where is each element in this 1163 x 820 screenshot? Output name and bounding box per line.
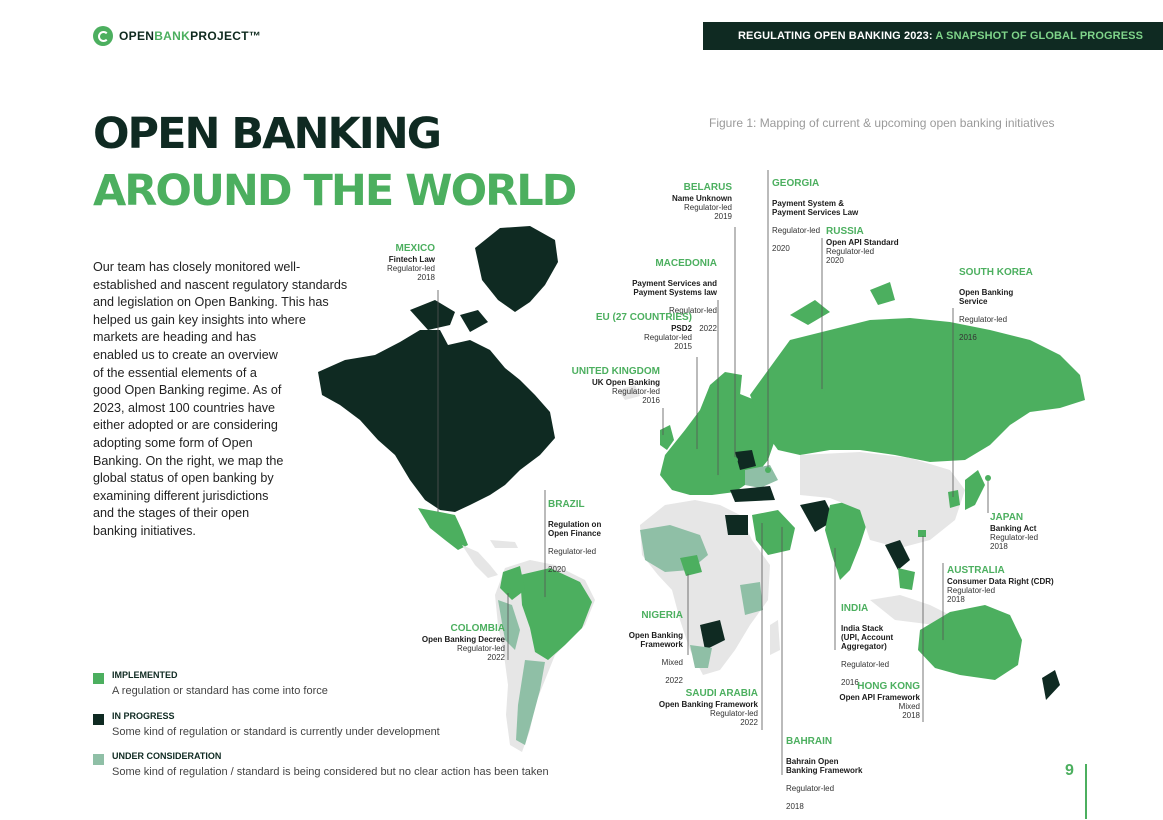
legend-title-under-consideration: UNDER CONSIDERATION bbox=[112, 751, 222, 761]
label-georgia: GEORGIA Payment System & Payment Services Law Regulator-led 2020 bbox=[772, 178, 859, 253]
legend-title-in-progress: IN PROGRESS bbox=[112, 711, 175, 721]
legend-desc-in-progress: Some kind of regulation or standard is currently under development bbox=[112, 726, 440, 738]
label-belarus: BELARUS Name Unknown Regulator-led 2019 bbox=[671, 182, 732, 221]
label-nigeria: NIGERIA Open Banking Framework Mixed 2022 bbox=[628, 610, 683, 685]
label-bahrain: BAHRAIN Bahrain Open Banking Framework Regulator-led 2018 bbox=[786, 736, 863, 811]
legend-desc-under-consideration: Some kind of regulation / standard is being considered but no clear action has been taken bbox=[112, 766, 549, 778]
label-japan: JAPAN Banking Act Regulator-led 2018 bbox=[990, 512, 1039, 551]
label-russia: RUSSIA Open API Standard Regulator-led 2020 bbox=[826, 226, 899, 265]
label-brazil: BRAZIL Regulation on Open Finance Regulator-led 2020 bbox=[548, 499, 602, 574]
page-title-line1: OPEN BANKING bbox=[93, 109, 441, 159]
legend-swatch-implemented bbox=[93, 673, 104, 684]
label-south-korea: SOUTH KOREA Open Banking Service Regulator-led 2016 bbox=[959, 267, 1033, 342]
label-mexico: MEXICO Fintech Law Regulator-led 2018 bbox=[386, 243, 435, 282]
label-saudi-arabia: SAUDI ARABIA Open Banking Framework Regulator-led 2022 bbox=[658, 688, 758, 727]
saudi-arabia-region bbox=[752, 510, 795, 555]
mexico-region bbox=[418, 508, 468, 550]
legend-title-implemented: IMPLEMENTED bbox=[112, 670, 178, 680]
label-eu: EU (27 COUNTRIES) PSD2 Regulator-led 2015 bbox=[595, 312, 692, 351]
report-title: REGULATING OPEN BANKING 2023: A SNAPSHOT OF GLOBAL PROGRESS bbox=[738, 30, 1144, 42]
figure-caption: Figure 1: Mapping of current & upcoming open banking initiatives bbox=[709, 116, 1055, 130]
japan-region bbox=[965, 470, 985, 510]
north-america-region bbox=[318, 330, 555, 512]
page-number: 9 bbox=[1065, 762, 1074, 779]
greenland-region bbox=[475, 226, 558, 312]
legend-desc-implemented: A regulation or standard has come into force bbox=[112, 685, 328, 697]
label-colombia: COLOMBIA Open Banking Decree Regulator-led 2022 bbox=[421, 623, 505, 662]
label-macedonia: MACEDONIA Payment Services and Payment Systems law Regulator-led 2022 bbox=[632, 258, 717, 333]
logo-wordmark: OPENBANKPROJECT™ bbox=[119, 29, 262, 43]
intro-paragraph: Our team has closely monitored well- established and nascent regulatory standards and legislation on Open Banking. This has helped us gain key insights into where markets are heading and has enabled us to create an overview of the essential elements of a good Open Banking regime. As of 2023, almost 100 countries have either adopted or are considering adopting some form of Open Banking. On the right, we map the global status of open banking by examining different jurisdictions and the stages of their open banking initiatives. bbox=[93, 260, 348, 538]
label-united-kingdom: UNITED KINGDOM UK Open Banking Regulator-led 2016 bbox=[571, 366, 660, 405]
legend-swatch-under-consideration bbox=[93, 754, 104, 765]
legend-swatch-in-progress bbox=[93, 714, 104, 725]
page-number-rule bbox=[1085, 764, 1087, 819]
label-hong-kong: HONG KONG Open API Framework Mixed 2018 bbox=[839, 681, 920, 720]
label-australia: AUSTRALIA Consumer Data Right (CDR) Regulator-led 2018 bbox=[947, 565, 1054, 604]
label-india: INDIA India Stack (UPI, Account Aggregator) Regulator-led 2016 bbox=[841, 603, 894, 687]
page-title-line2: AROUND THE WORLD bbox=[93, 166, 576, 216]
